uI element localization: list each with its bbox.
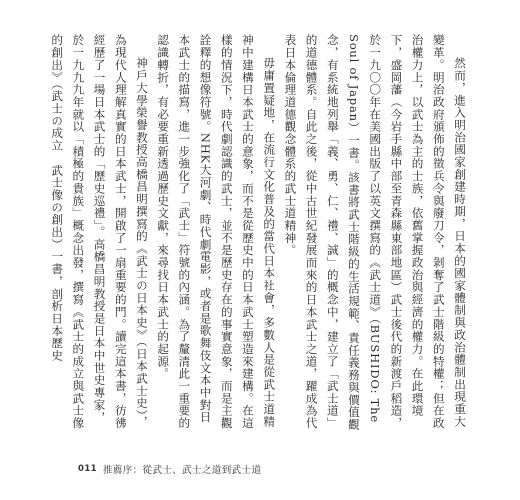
page-number: 011 (78, 464, 97, 474)
running-head: 推薦序：從武士、武士之道到武士道 (102, 465, 262, 476)
page-footer (78, 462, 261, 476)
paragraph-2: 毋庸置疑地，在流行文化普及的當代日本社會，多數人是從武士道精神中建構日本武士的意象，而不是從歷史中的日本武士塑造來建構。在這樣的情況下，時代劇認識的武士，並不是歷史存在的事實意象，而是主觀詮釋的想像符號。NHK大河劇、時代劇電影，或者是歌舞伎文本中對日本武士的描寫，進一步強化了「武士」符號的內涵。為了釐清此一重要的認識轉折，有必要重新透過歷史文獻，來尋找日本武士的起源。 (156, 34, 277, 430)
paragraph-3: 神戶大學榮譽教授高橋昌明撰寫的《武士の日本史》（日本武士史），為現代人理解真實的日本武士，開啟了一扇重要的門。讀完這本書，彷彿經歷了一場日本武士的「歷史巡禮」。高橋昌明教授是日本中世史專家，於一九九九年就以「積極的貴族」概念出發，撰寫《武士的成立與武士像的創出》（武士の成立 武士像の創出）一書，剖析日本歷史 (50, 34, 149, 430)
body-text (50, 34, 470, 434)
paragraph-1: 然而，進入明治國家創建時期，日本的國家體制與政治體制出現重大變革。明治政府頒佈的徵兵令與廢刀令，剝奪了武士階級的特權；但在政治權力上，以武士為主的士族，依舊掌握政治與經濟的權力。在此環境下，盛岡藩（今岩手縣中部至青森縣東部地區）武士後代的新渡戶稻造，於一九〇〇年在美國出版了以英文撰寫的《武士道》（BUSHIDO: The Soul of Japan）一書。該書將武士階級的生活規範、責任義務與價值觀念，有系統地列舉「義、勇、仁、禮、誠」的概念中，建立了「武士道」的道德體系。自此之後，從中古世紀發展而來的日本武士之道，躍成為代表日本倫理道德觀念體系的武士道精神。 (283, 34, 467, 431)
